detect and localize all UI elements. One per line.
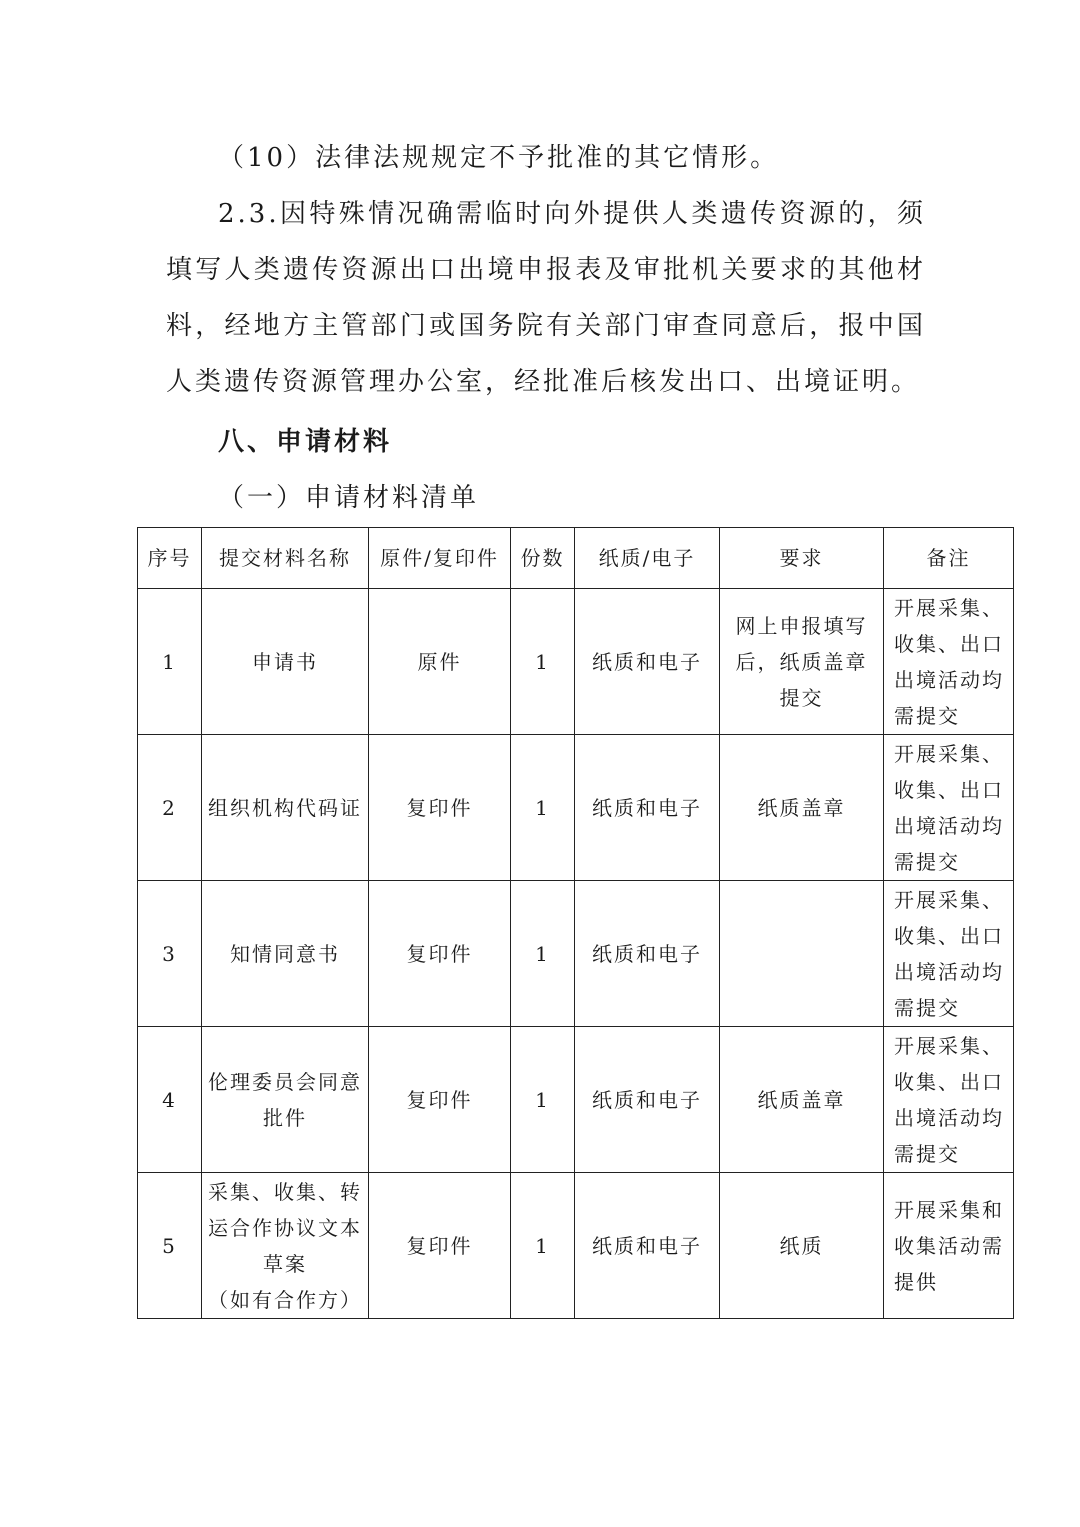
cell-requirement: 纸质盖章 xyxy=(720,1027,884,1173)
header-no: 序号 xyxy=(138,528,202,589)
cell-requirement: 纸质盖章 xyxy=(720,735,884,881)
cell-format: 纸质和电子 xyxy=(575,589,720,735)
cell-type: 复印件 xyxy=(369,735,511,881)
cell-format: 纸质和电子 xyxy=(575,735,720,881)
header-copies: 份数 xyxy=(511,528,575,589)
cell-copies: 1 xyxy=(511,1173,575,1319)
cell-copies: 1 xyxy=(511,1027,575,1173)
cell-note: 开展采集、收集、出口出境活动均需提交 xyxy=(884,881,1014,1027)
header-name: 提交材料名称 xyxy=(202,528,369,589)
cell-no: 2 xyxy=(138,735,202,881)
cell-note: 开展采集、收集、出口出境活动均需提交 xyxy=(884,735,1014,881)
cell-type: 复印件 xyxy=(369,881,511,1027)
table-row xyxy=(138,1173,1014,1319)
sub-heading: （一）申请材料清单 xyxy=(218,483,480,513)
cell-name: 申请书 xyxy=(202,589,369,735)
paragraph-item-10: （10）法律法规规定不予批准的其它情形。 xyxy=(218,143,780,173)
cell-copies: 1 xyxy=(511,881,575,1027)
cell-no: 3 xyxy=(138,881,202,1027)
cell-copies: 1 xyxy=(511,735,575,881)
cell-note: 开展采集、收集、出口出境活动均需提交 xyxy=(884,589,1014,735)
header-note: 备注 xyxy=(884,528,1014,589)
cell-name xyxy=(202,1173,369,1319)
cell-name-extra: （如有合作方） xyxy=(208,1287,362,1312)
cell-no: 4 xyxy=(138,1027,202,1173)
cell-name: 伦理委员会同意批件 xyxy=(202,1027,369,1173)
cell-format: 纸质和电子 xyxy=(575,1027,720,1173)
cell-requirement xyxy=(720,881,884,1027)
materials-table xyxy=(137,527,1014,1319)
table-header-row xyxy=(138,528,1014,589)
table-row xyxy=(138,1027,1014,1173)
cell-format: 纸质和电子 xyxy=(575,1173,720,1319)
cell-type: 原件 xyxy=(369,589,511,735)
section-heading: 八、申请材料 xyxy=(218,427,393,457)
cell-no: 5 xyxy=(138,1173,202,1319)
table-row xyxy=(138,881,1014,1027)
cell-requirement: 网上申报填写后，纸质盖章提交 xyxy=(720,589,884,735)
cell-name: 知情同意书 xyxy=(202,881,369,1027)
cell-copies: 1 xyxy=(511,589,575,735)
cell-no: 1 xyxy=(138,589,202,735)
cell-type: 复印件 xyxy=(369,1173,511,1319)
cell-name-main: 采集、收集、转运合作协议文本草案 xyxy=(208,1179,362,1276)
cell-format: 纸质和电子 xyxy=(575,881,720,1027)
cell-name: 组织机构代码证 xyxy=(202,735,369,881)
table-row xyxy=(138,735,1014,881)
cell-note: 开展采集和收集活动需提供 xyxy=(884,1173,1014,1319)
cell-type: 复印件 xyxy=(369,1027,511,1173)
header-requirement: 要求 xyxy=(720,528,884,589)
header-type: 原件/复印件 xyxy=(369,528,511,589)
paragraph-item-2-3: 2.3.因特殊情况确需临时向外提供人类遗传资源的，须填写人类遗传资源出口出境申报表及审批机关要求的其他材料，经地方主管部门或国务院有关部门审查同意后，报中国人类遗传资源管理办公室，经批准后核发出口、出境证明。 xyxy=(166,199,926,397)
table-row xyxy=(138,589,1014,735)
header-format: 纸质/电子 xyxy=(575,528,720,589)
cell-note: 开展采集、收集、出口出境活动均需提交 xyxy=(884,1027,1014,1173)
cell-requirement: 纸质 xyxy=(720,1173,884,1319)
